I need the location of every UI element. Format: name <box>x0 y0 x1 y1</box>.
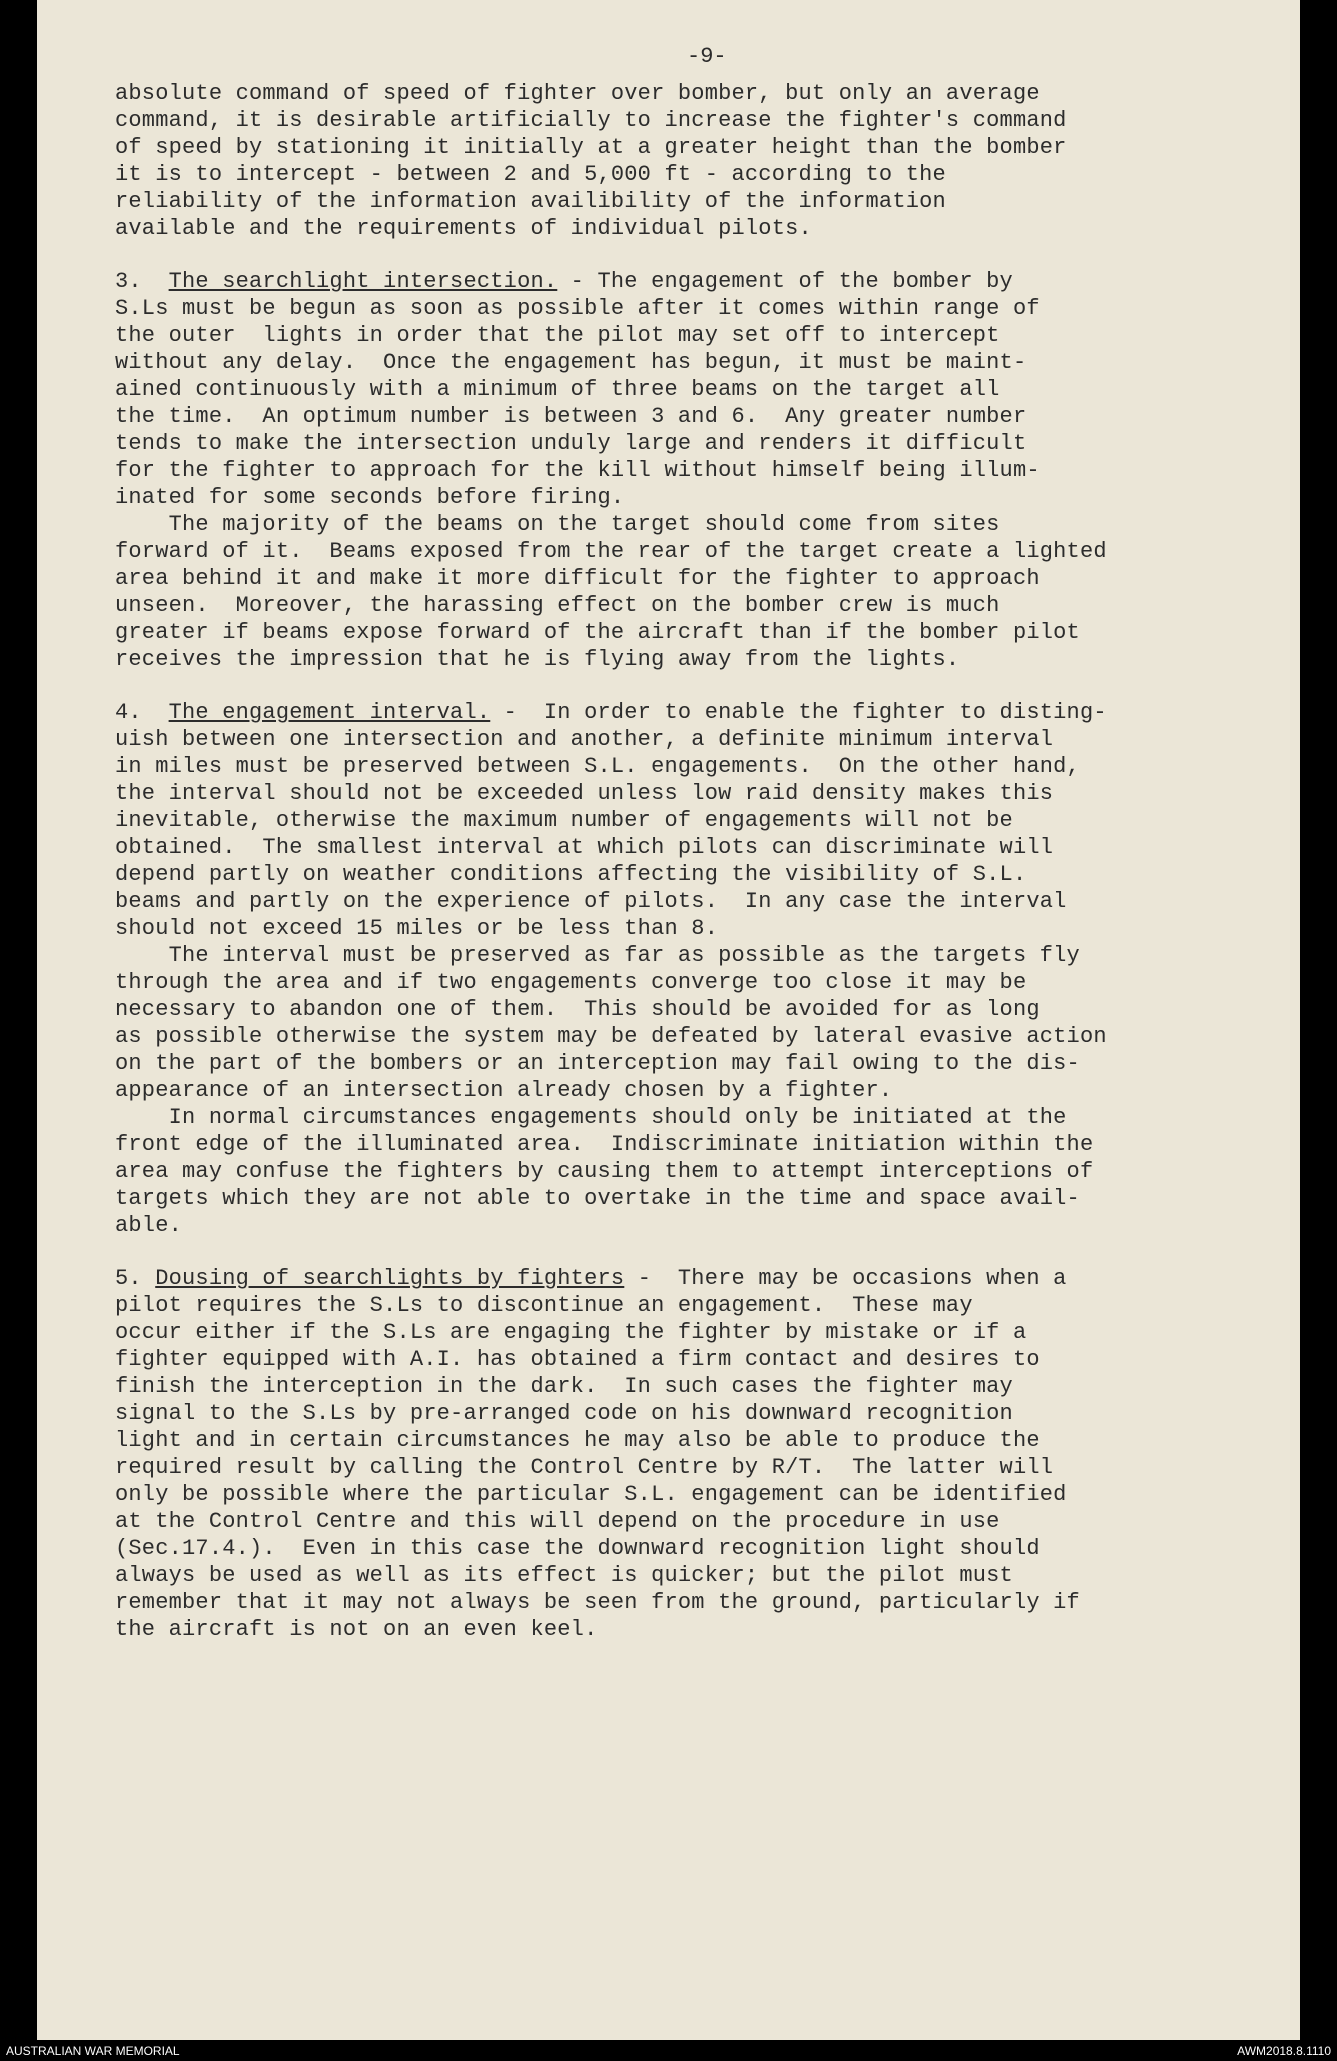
text-line <box>115 161 1275 188</box>
line-text: appearance of an intersection already chosen by a fighter. <box>115 1078 893 1103</box>
line-text: only be possible where the particular S.L. engagement can be identified <box>115 1482 1067 1507</box>
text-line <box>115 1265 1275 1292</box>
text-line <box>115 1077 1275 1104</box>
line-text: the time. An optimum number is between 3 and 6. Any greater number <box>115 404 1027 429</box>
line-text: necessary to abandon one of them. This should be avoided for as long <box>115 997 1040 1022</box>
text-line <box>115 1535 1275 1562</box>
line-text: reliability of the information availibility of the information <box>115 189 946 214</box>
line-text: depend partly on weather conditions affecting the visibility of S.L. <box>115 862 1027 887</box>
line-text: - There may be occasions when a <box>624 1266 1067 1291</box>
line-text: as possible otherwise the system may be defeated by lateral evasive action <box>115 1024 1107 1049</box>
text-line <box>115 215 1275 242</box>
text-line <box>115 1212 1275 1239</box>
section-heading: The searchlight intersection. <box>168 269 558 294</box>
line-text: light and in certain circumstances he may also be able to produce the <box>115 1428 1040 1453</box>
document-body <box>115 80 1275 1643</box>
text-line <box>115 1185 1275 1212</box>
section-number: 3. <box>115 269 169 294</box>
text-line <box>115 861 1275 888</box>
paragraph-gap <box>115 1239 1275 1265</box>
text-line <box>115 888 1275 915</box>
line-text: fighter equipped with A.I. has obtained a firm contact and desires to <box>115 1347 1040 1372</box>
archive-footer <box>0 2040 1337 2061</box>
text-line <box>115 1454 1275 1481</box>
line-text: area behind it and make it more difficult for the fighter to approach <box>115 566 1040 591</box>
paragraph-gap <box>115 673 1275 699</box>
line-text: inevitable, otherwise the maximum number of engagements will not be <box>115 808 1013 833</box>
text-line <box>115 322 1275 349</box>
line-text: targets which they are not able to overtake in the time and space avail- <box>115 1186 1080 1211</box>
line-text: available and the requirements of individual pilots. <box>115 216 812 241</box>
text-line <box>115 1104 1275 1131</box>
line-text: beams and partly on the experience of pilots. In any case the interval <box>115 889 1067 914</box>
line-text: - In order to enable the fighter to disting- <box>490 700 1107 725</box>
line-text: pilot requires the S.Ls to discontinue an engagement. These may <box>115 1293 973 1318</box>
text-line <box>115 107 1275 134</box>
text-line <box>115 484 1275 511</box>
text-line <box>115 295 1275 322</box>
text-line <box>115 915 1275 942</box>
line-text: command, it is desirable artificially to increase the fighter's command <box>115 108 1067 133</box>
text-line <box>115 1562 1275 1589</box>
text-line <box>115 511 1275 538</box>
line-text: forward of it. Beams exposed from the rear of the target create a lighted <box>115 539 1107 564</box>
text-line <box>115 1023 1275 1050</box>
line-text: unseen. Moreover, the harassing effect on the bomber crew is much <box>115 593 1000 618</box>
line-text: for the fighter to approach for the kill without himself being illum- <box>115 458 1040 483</box>
footer-accession-number: AWM2018.8.1110 <box>1237 2044 1331 2058</box>
line-text: at the Control Centre and this will depend on the procedure in use <box>115 1509 1000 1534</box>
paragraph-gap <box>115 242 1275 268</box>
text-line <box>115 996 1275 1023</box>
line-text: - The engagement of the bomber by <box>557 269 1013 294</box>
text-line <box>115 430 1275 457</box>
text-line <box>115 619 1275 646</box>
text-line <box>115 646 1275 673</box>
line-text: it is to intercept - between 2 and 5,000 ft - according to the <box>115 162 946 187</box>
text-line <box>115 1158 1275 1185</box>
text-line <box>115 1616 1275 1643</box>
text-line <box>115 188 1275 215</box>
line-text: front edge of the illuminated area. Indiscriminate initiation within the <box>115 1132 1094 1157</box>
text-line <box>115 80 1275 107</box>
section-heading: Dousing of searchlights by fighters <box>155 1266 625 1291</box>
text-line <box>115 457 1275 484</box>
line-text: on the part of the bombers or an interception may fail owing to the dis- <box>115 1051 1080 1076</box>
footer-institution: AUSTRALIAN WAR MEMORIAL <box>6 2044 180 2058</box>
line-text: remember that it may not always be seen from the ground, particularly if <box>115 1590 1080 1615</box>
line-text: the aircraft is not on an even keel. <box>115 1617 598 1642</box>
section-number: 5. <box>115 1266 156 1291</box>
text-line <box>115 1427 1275 1454</box>
text-line <box>115 538 1275 565</box>
line-text: occur either if the S.Ls are engaging the fighter by mistake or if a <box>115 1320 1027 1345</box>
line-text: the interval should not be exceeded unless low raid density makes this <box>115 781 1054 806</box>
text-line <box>115 1373 1275 1400</box>
text-line <box>115 1050 1275 1077</box>
line-text: should not exceed 15 miles or be less than 8. <box>115 916 719 941</box>
line-text: without any delay. Once the engagement has begun, it must be maint- <box>115 350 1027 375</box>
text-line <box>115 1346 1275 1373</box>
page-number: -9- <box>687 44 727 69</box>
line-text: always be used as well as its effect is quicker; but the pilot must <box>115 1563 1013 1588</box>
text-line <box>115 1292 1275 1319</box>
text-line <box>115 592 1275 619</box>
text-line <box>115 349 1275 376</box>
text-line <box>115 834 1275 861</box>
line-text: area may confuse the fighters by causing them to attempt interceptions of <box>115 1159 1094 1184</box>
text-line <box>115 1319 1275 1346</box>
line-text: required result by calling the Control Centre by R/T. The latter will <box>115 1455 1054 1480</box>
line-text: receives the impression that he is flying away from the lights. <box>115 647 960 672</box>
line-text: signal to the S.Ls by pre-arranged code on his downward recognition <box>115 1401 1013 1426</box>
line-text: absolute command of speed of fighter over bomber, but only an average <box>115 81 1040 106</box>
text-line <box>115 1589 1275 1616</box>
text-line <box>115 807 1275 834</box>
text-line <box>115 942 1275 969</box>
section-heading: The engagement interval. <box>168 700 491 725</box>
text-line <box>115 1508 1275 1535</box>
text-line <box>115 403 1275 430</box>
line-text: S.Ls must be begun as soon as possible after it comes within range of <box>115 296 1040 321</box>
line-text: greater if beams expose forward of the aircraft than if the bomber pilot <box>115 620 1080 645</box>
line-text: ained continuously with a minimum of three beams on the target all <box>115 377 1000 402</box>
line-text: of speed by stationing it initially at a greater height than the bomber <box>115 135 1067 160</box>
text-line <box>115 134 1275 161</box>
line-text: uish between one intersection and another, a definite minimum interval <box>115 727 1054 752</box>
text-line <box>115 726 1275 753</box>
section-number: 4. <box>115 700 169 725</box>
text-line <box>115 699 1275 726</box>
line-text: finish the interception in the dark. In such cases the fighter may <box>115 1374 1013 1399</box>
line-text: in miles must be preserved between S.L. engagements. On the other hand, <box>115 754 1080 779</box>
text-line <box>115 1131 1275 1158</box>
text-line <box>115 753 1275 780</box>
line-text: tends to make the intersection unduly large and renders it difficult <box>115 431 1027 456</box>
line-text: through the area and if two engagements converge too close it may be <box>115 970 1027 995</box>
text-line <box>115 565 1275 592</box>
text-line <box>115 1400 1275 1427</box>
line-text: In normal circumstances engagements should only be initiated at the <box>115 1105 1067 1130</box>
document-page <box>37 0 1300 2040</box>
text-line <box>115 780 1275 807</box>
line-text: (Sec.17.4.). Even in this case the downward recognition light should <box>115 1536 1040 1561</box>
line-text: obtained. The smallest interval at which pilots can discriminate will <box>115 835 1054 860</box>
line-text: inated for some seconds before firing. <box>115 485 625 510</box>
line-text: able. <box>115 1213 183 1238</box>
line-text: The majority of the beams on the target should come from sites <box>115 512 1000 537</box>
text-line <box>115 376 1275 403</box>
text-line <box>115 268 1275 295</box>
text-line <box>115 1481 1275 1508</box>
line-text: the outer lights in order that the pilot may set off to intercept <box>115 323 1000 348</box>
line-text: The interval must be preserved as far as possible as the targets fly <box>115 943 1080 968</box>
text-line <box>115 969 1275 996</box>
